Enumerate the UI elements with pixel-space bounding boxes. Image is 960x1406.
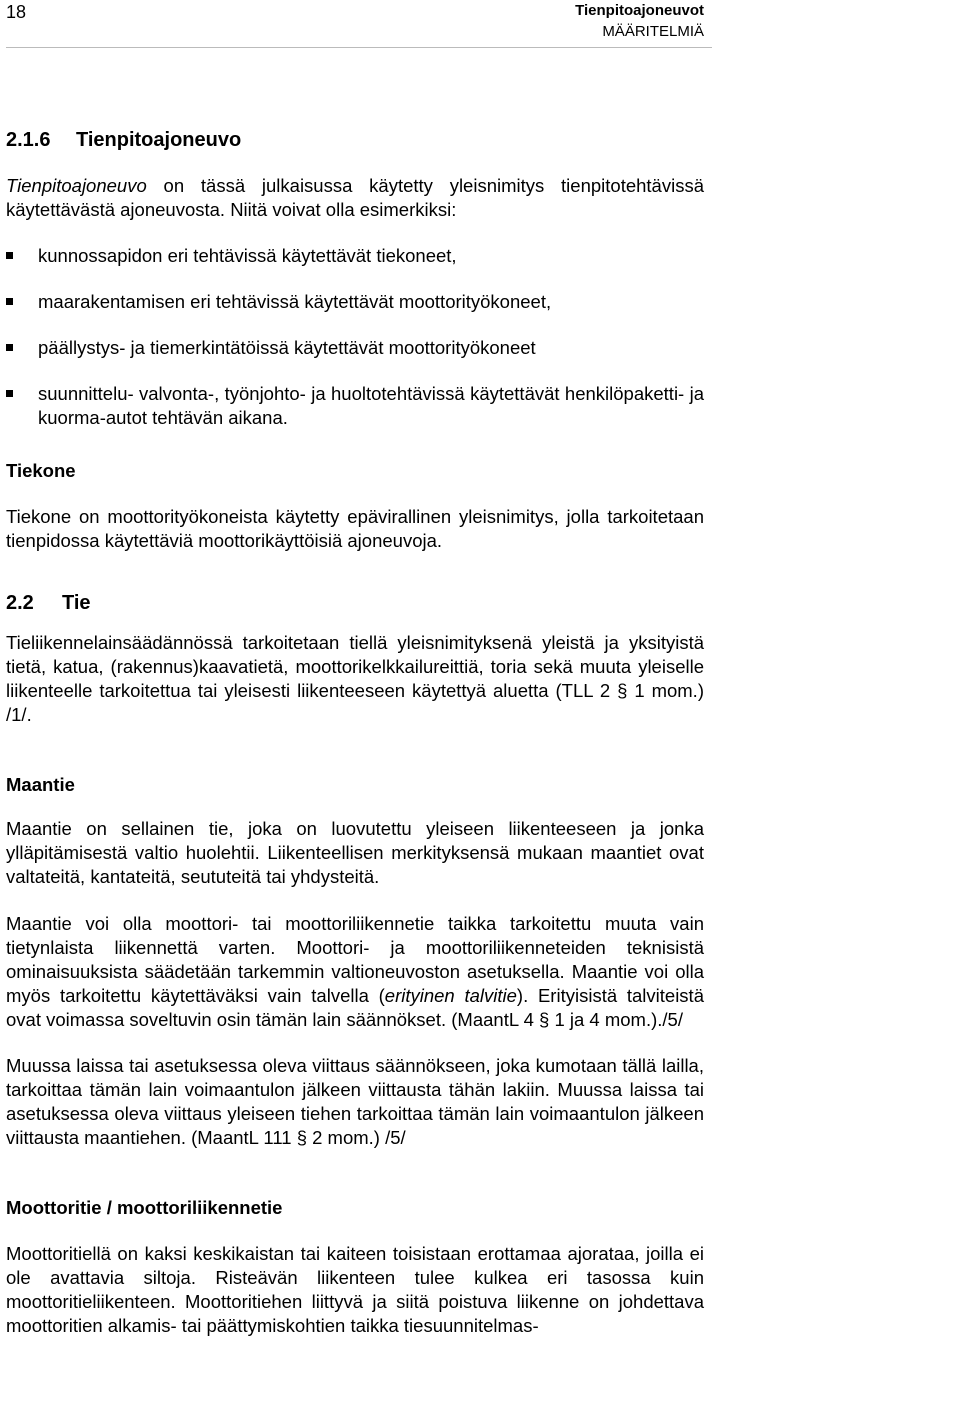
emphasis-term: erityinen talvitie (384, 985, 517, 1006)
moottoritie-paragraph: Moottoritiellä on kaksi keskikaistan tai kaiteen toisistaan erottamaa ajorataa, joilla ei ole avattavia siltoja. Risteävän liikenteen tulee kulkea eri tasossa kuin moottoritieliikenteen. Moottoritiehen liittyvä ja siitä poistuva liikenne on johdettava moottoritien alkamis- tai päättymiskohtien taikka tiesuunnitelmas- (6, 1243, 704, 1336)
list-item: suunnittelu- valvonta-, työnjohto- ja huoltotehtävissä käytettävät henkilöpaketti- ja kuorma-autot tehtävän aikana. (6, 382, 704, 430)
section-heading-2-1-6 (6, 128, 704, 152)
page-body (6, 128, 704, 1338)
section-title: Tie (62, 592, 91, 614)
bullet-square-icon (6, 390, 13, 397)
intro-paragraph (6, 174, 704, 222)
section-number: 2.1.6 (6, 129, 51, 151)
tie-paragraph: Tieliikennelainsäädännössä tarkoitetaan tiellä yleisnimityksenä yleistä ja yksityistä tietä, katua, (rakennus)kaavatietä, moottorikelkkailureittiä, toria sekä muuta yleiselle liikenteelle tarkoitettua tai yleisesti liikenteeseen käytettyä aluetta (TLL 2 § 1 mom.) /1/. (6, 632, 704, 725)
section-title: Tienpitoajoneuvo (76, 129, 242, 151)
section-number: 2.2 (6, 592, 34, 614)
intro-term: Tienpitoajoneuvo (6, 175, 147, 196)
header-divider (6, 47, 712, 48)
subheading-tiekone: Tiekone (6, 460, 76, 481)
running-header-title: Tienpitoajoneuvot (575, 2, 704, 19)
subheading-moottoritie: Moottoritie / moottoriliikennetie (6, 1197, 283, 1218)
intro-rest: on tässä julkaisussa käytetty yleisnimitys tienpitotehtävissä käytettävästä ajoneuvosta. Niitä voivat olla esimerkiksi: (6, 175, 704, 220)
running-header-subtitle: MÄÄRITELMIÄ (602, 23, 704, 40)
maantie-paragraph-3: Muussa laissa tai asetuksessa oleva viittaus säännökseen, joka kumotaan tällä lailla, tarkoittaa tämän lain voimaantulon jälkeen viittausta tähän lakiin. Muussa laissa tai asetuksessa oleva viittaus yleiseen tiehen tarkoittaa tämän lain voimaantulon jälkeen viittausta maantiehen. (MaantL 111 § 2 mom.) /5/ (6, 1055, 704, 1148)
section-heading-2-2 (6, 591, 704, 615)
maantie-paragraph-2: Maantie voi olla moottori- tai moottoriliikennetie taikka tarkoitettu muuta vain tietynlaista liikennettä varten. Moottori- ja moottoriliikenneteiden teknisistä ominaisuuksista säädetään tarkemmin valtioneuvoston asetuksella. Maantie voi olla myös tarkoitettu käytettäväksi vain talvella (erityinen talvitie). Erityisistä talviteistä ovat voimassa soveltuvin osin tämän lain säännökset. (MaantL 4 § 1 ja 4 mom.)./5/ (6, 913, 704, 1030)
maantie-paragraph-1: Maantie on sellainen tie, joka on luovutettu yleiseen liikenteeseen ja jonka ylläpitämisestä valtio huolehtii. Liikenteellisen merkityksensä mukaan maantiet ovat valtateitä, kantateitä, seututeitä tai yhdysteitä. (6, 818, 704, 887)
bullet-square-icon (6, 252, 13, 259)
subheading-maantie: Maantie (6, 774, 75, 795)
running-header (575, 0, 704, 42)
bullet-square-icon (6, 344, 13, 351)
list-item: maarakentamisen eri tehtävissä käytettävät moottorityökoneet, (6, 290, 704, 314)
page-number: 18 (6, 2, 27, 22)
list-item: kunnossapidon eri tehtävissä käytettävät tiekoneet, (6, 244, 704, 268)
tiekone-paragraph: Tiekone on moottorityökoneista käytetty epävirallinen yleisnimitys, jolla tarkoitetaan tienpidossa käytettäviä moottorikäyttöisiä ajoneuvoja. (6, 506, 704, 551)
vehicle-list (6, 244, 704, 430)
list-item: päällystys- ja tiemerkintätöissä käytettävät moottorityökoneet (6, 336, 704, 360)
bullet-square-icon (6, 298, 13, 305)
